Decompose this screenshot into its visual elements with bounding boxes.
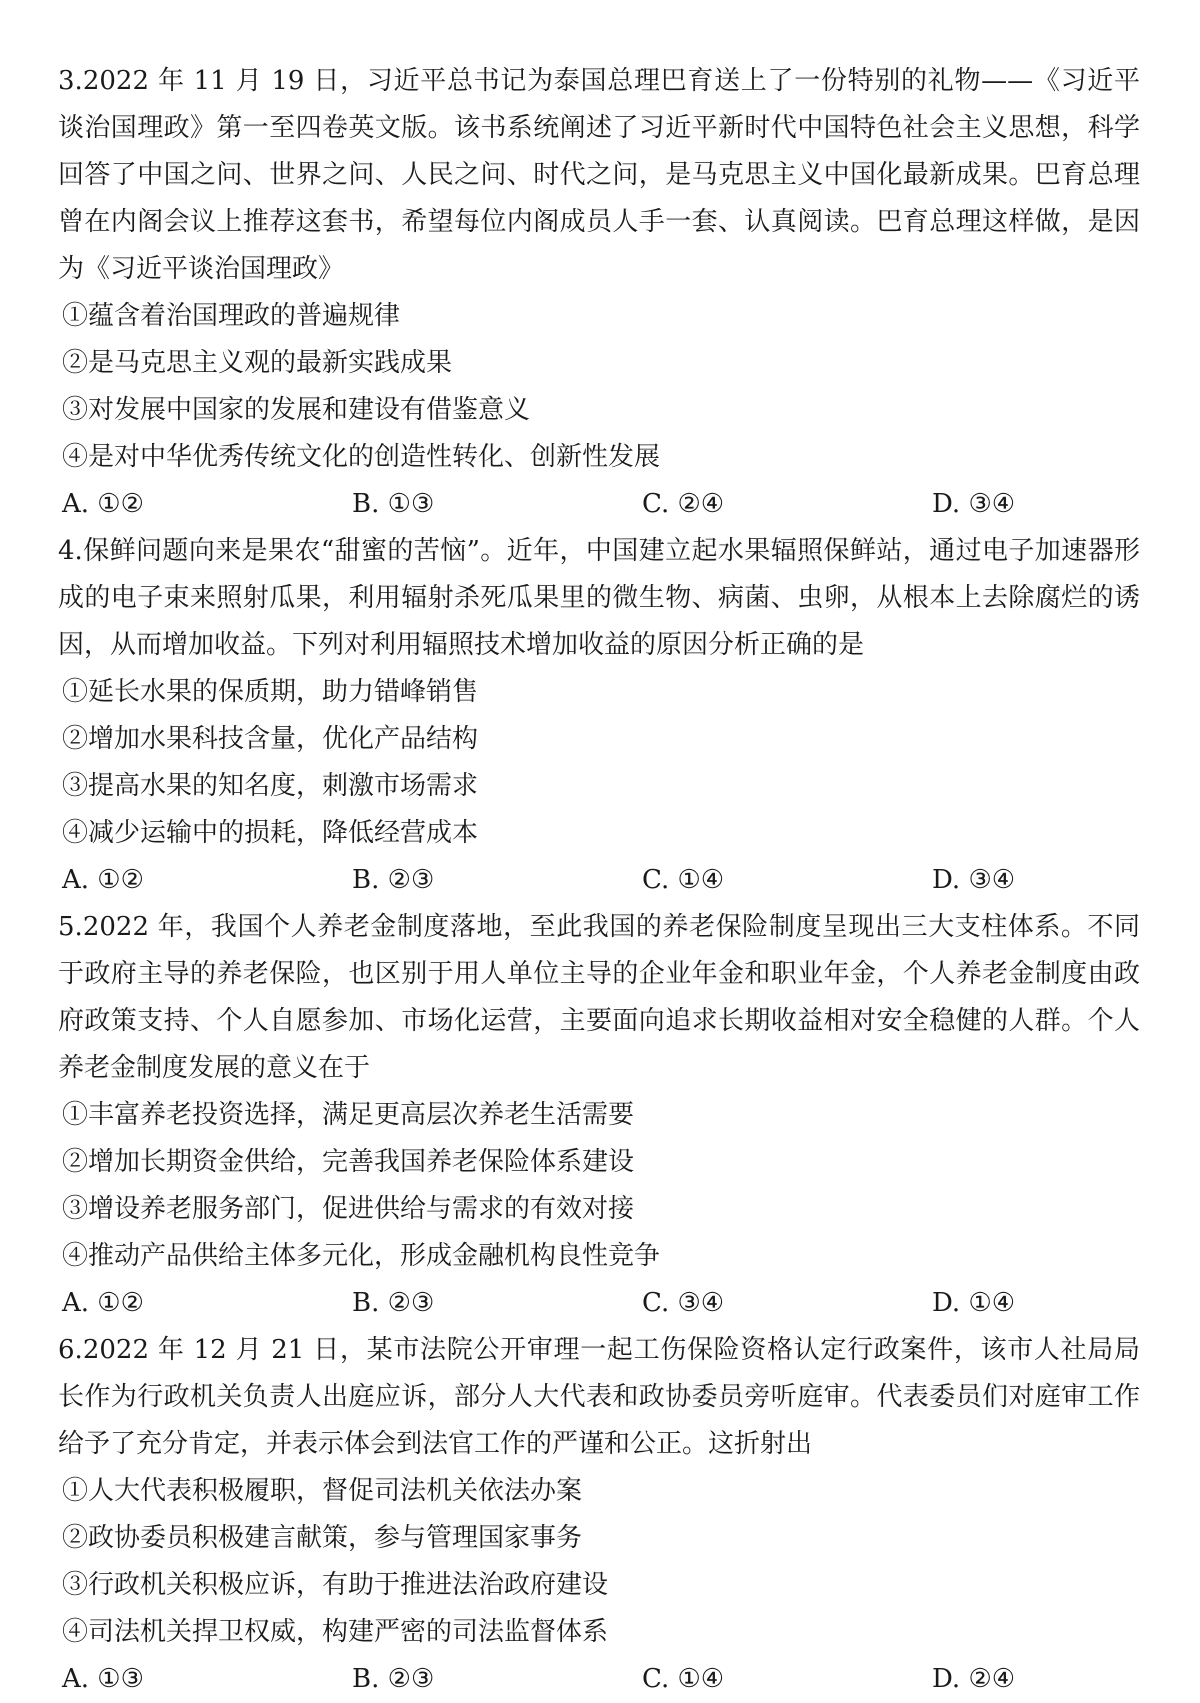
question-stem bbox=[58, 58, 1140, 293]
question-text: 保鲜问题向来是果农“甜蜜的苦恼”。近年，中国建立起水果辐照保鲜站，通过电子加速器形成的电子束来照射瓜果，利用辐射杀死瓜果里的微生物、病菌、虫卵，从根本上去除腐烂的诱因，从而增加收益。下列对利用辐照技术增加收益的原因分析正确的是 bbox=[58, 536, 1140, 660]
option-1: ①人大代表积极履职，督促司法机关依法办案 bbox=[62, 1476, 583, 1506]
choice-a: A. ①② bbox=[62, 1288, 144, 1318]
choice-d: D. ③④ bbox=[932, 489, 1016, 519]
choice-b: B. ①③ bbox=[352, 489, 435, 519]
option-3: ③增设养老服务部门，促进供给与需求的有效对接 bbox=[62, 1194, 635, 1224]
option-2: ②政协委员积极建言献策，参与管理国家事务 bbox=[62, 1523, 583, 1553]
answer-choices bbox=[58, 481, 1140, 528]
question-stem bbox=[58, 904, 1140, 1092]
choice-b: B. ②③ bbox=[352, 1288, 435, 1318]
option-1: ①蕴含着治国理政的普遍规律 bbox=[62, 301, 401, 331]
choice-a: A. ①② bbox=[62, 489, 144, 519]
option-3: ③对发展中国家的发展和建设有借鉴意义 bbox=[62, 395, 531, 425]
question-text: 2022 年，我国个人养老金制度落地，至此我国的养老保险制度呈现出三大支柱体系。不同于政府主导的养老保险，也区别于用人单位主导的企业年金和职业年金，个人养老金制度由政府政策支持、个人自愿参加、市场化运营，主要面向追求长期收益相对安全稳健的人群。个人养老金制度发展的意义在于 bbox=[58, 912, 1140, 1083]
choice-a: A. ①③ bbox=[62, 1664, 144, 1694]
question-5 bbox=[58, 904, 1140, 1327]
choice-c: C. ③④ bbox=[642, 1288, 725, 1318]
question-stem bbox=[58, 528, 1140, 669]
option-1: ①丰富养老投资选择，满足更高层次养老生活需要 bbox=[62, 1100, 635, 1130]
question-3 bbox=[58, 58, 1140, 528]
option-3: ③行政机关积极应诉，有助于推进法治政府建设 bbox=[62, 1570, 609, 1600]
answer-choices bbox=[58, 1656, 1140, 1703]
question-4 bbox=[58, 528, 1140, 904]
option-2: ②增加水果科技含量，优化产品结构 bbox=[62, 724, 479, 754]
answer-choices bbox=[58, 857, 1140, 904]
choice-c: C. ①④ bbox=[642, 1664, 725, 1694]
choice-d: D. ②④ bbox=[932, 1664, 1016, 1694]
question-number: 6. bbox=[58, 1335, 83, 1365]
option-4: ④司法机关捍卫权威，构建严密的司法监督体系 bbox=[62, 1617, 609, 1647]
choice-d: D. ③④ bbox=[932, 865, 1016, 895]
choice-d: D. ①④ bbox=[932, 1288, 1016, 1318]
answer-choices bbox=[58, 1280, 1140, 1327]
question-text: 2022 年 12 月 21 日，某市法院公开审理一起工伤保险资格认定行政案件，该市人社局局长作为行政机关负责人出庭应诉，部分人大代表和政协委员旁听庭审。代表委员们对庭审工作给予了充分肯定，并表示体会到法官工作的严谨和公正。这折射出 bbox=[58, 1335, 1140, 1459]
question-text: 2022 年 11 月 19 日，习近平总书记为泰国总理巴育送上了一份特别的礼物——《习近平谈治国理政》第一至四卷英文版。该书系统阐述了习近平新时代中国特色社会主义思想，科学回答了中国之问、世界之问、人民之问、时代之问，是马克思主义中国化最新成果。巴育总理曾在内阁会议上推荐这套书，希望每位内阁成员人手一套、认真阅读。巴育总理这样做，是因为《习近平谈治国理政》 bbox=[58, 66, 1140, 284]
question-stem bbox=[58, 1327, 1140, 1468]
question-6 bbox=[58, 1327, 1140, 1703]
option-4: ④是对中华优秀传统文化的创造性转化、创新性发展 bbox=[62, 442, 661, 472]
option-2: ②增加长期资金供给，完善我国养老保险体系建设 bbox=[62, 1147, 635, 1177]
question-number: 3. bbox=[58, 66, 83, 96]
option-3: ③提高水果的知名度，刺激市场需求 bbox=[62, 771, 479, 801]
choice-c: C. ②④ bbox=[642, 489, 725, 519]
option-4: ④减少运输中的损耗，降低经营成本 bbox=[62, 818, 479, 848]
option-2: ②是马克思主义观的最新实践成果 bbox=[62, 348, 453, 378]
choice-b: B. ②③ bbox=[352, 1664, 435, 1694]
choice-c: C. ①④ bbox=[642, 865, 725, 895]
option-1: ①延长水果的保质期，助力错峰销售 bbox=[62, 677, 479, 707]
question-number: 5. bbox=[58, 912, 83, 942]
choice-b: B. ②③ bbox=[352, 865, 435, 895]
choice-a: A. ①② bbox=[62, 865, 144, 895]
option-4: ④推动产品供给主体多元化，形成金融机构良性竞争 bbox=[62, 1241, 661, 1271]
question-number: 4. bbox=[58, 536, 83, 566]
